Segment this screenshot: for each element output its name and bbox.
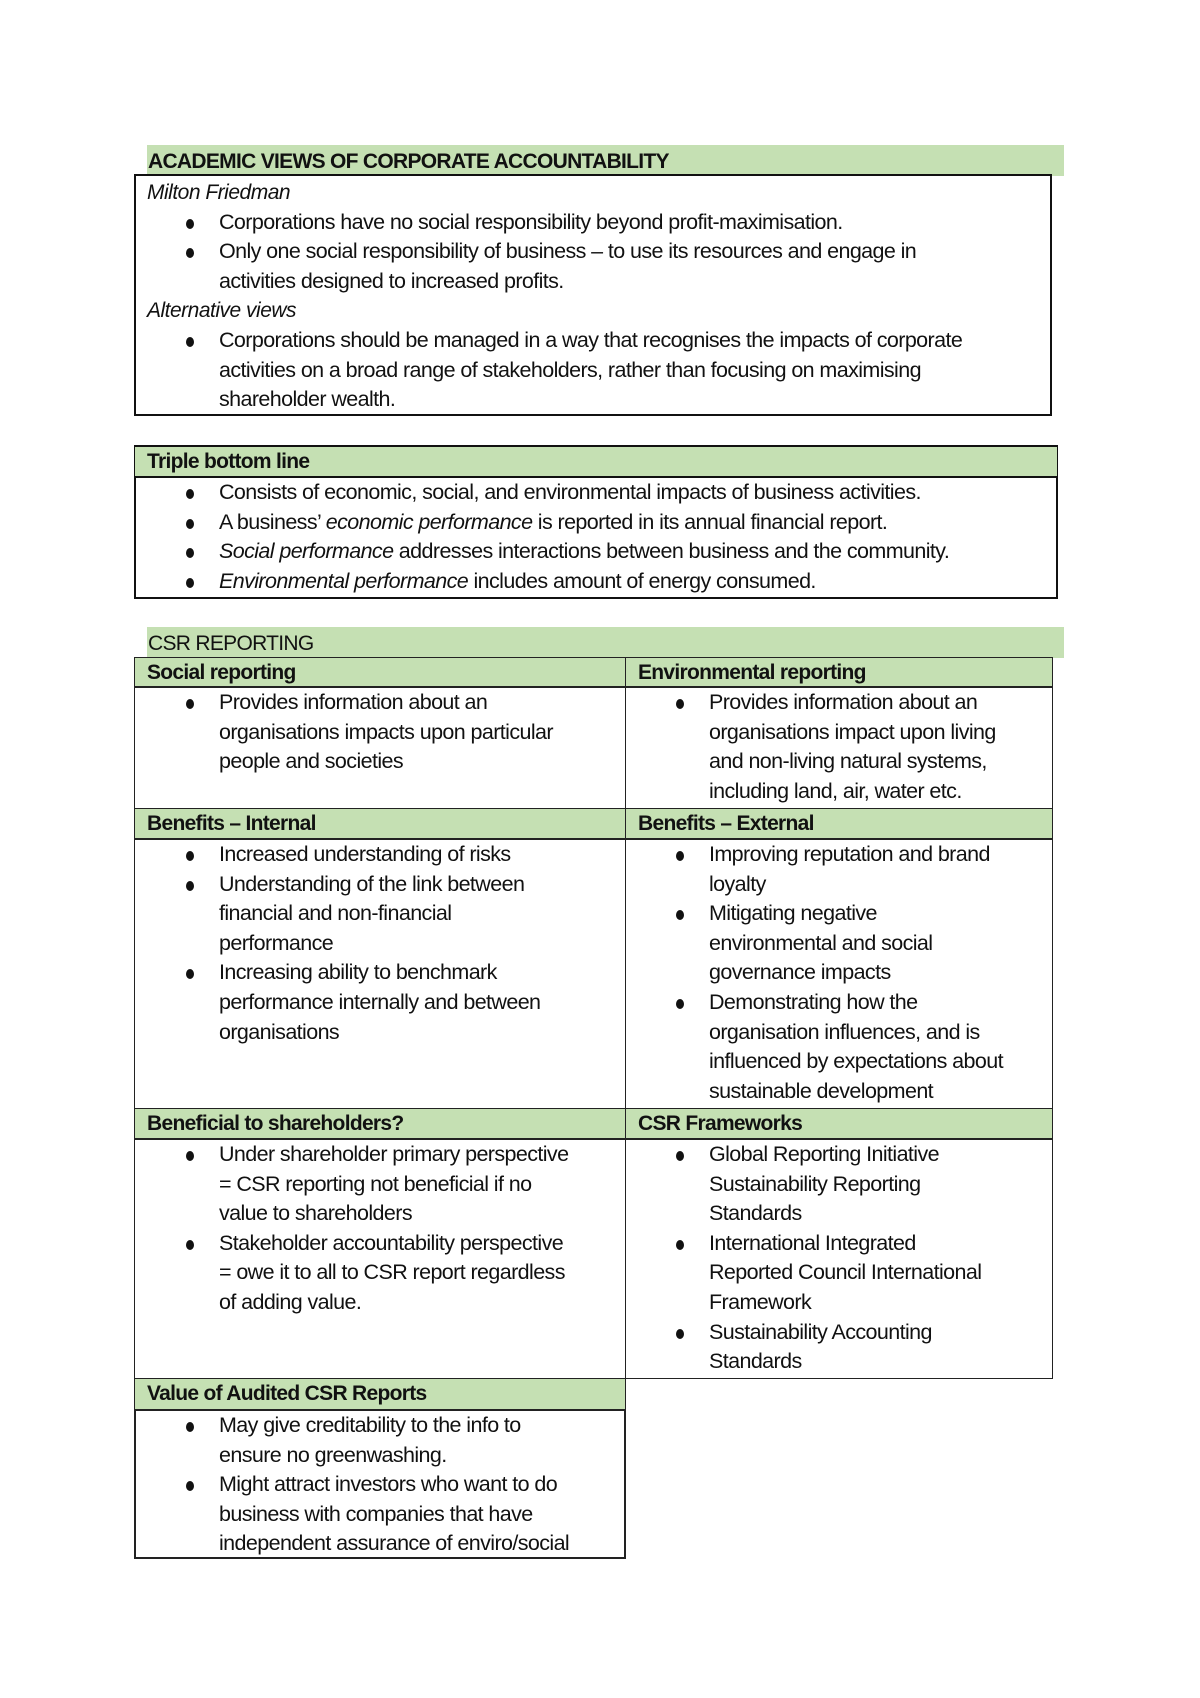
text-segment: = CSR reporting not beneficial if no — [219, 1171, 532, 1196]
bullet-icon — [676, 699, 684, 709]
item-line — [709, 747, 987, 777]
text-segment: financial and non-financial — [219, 901, 452, 926]
item-line — [219, 478, 921, 508]
section-title-triple: Triple bottom line — [135, 447, 1057, 478]
item-line — [219, 870, 524, 900]
item-line — [219, 1500, 533, 1530]
text-segment: Improving reputation and brand — [709, 842, 990, 866]
group-subtitle: Milton Friedman — [147, 181, 291, 204]
bullet-icon — [186, 1151, 194, 1161]
text-segment: Corporations should be managed in a way that recognises the impacts of corporate — [219, 328, 963, 352]
section-title-academic: ACADEMIC VIEWS OF CORPORATE ACCOUNTABILITY — [147, 145, 1064, 176]
text-segment: ensure no greenwashing. — [219, 1442, 447, 1467]
item-line — [709, 899, 877, 929]
text-segment: Understanding of the link between — [219, 871, 525, 896]
item-line — [709, 777, 962, 807]
item-line — [709, 688, 977, 718]
item-line — [709, 1018, 980, 1048]
item-line — [709, 1140, 939, 1170]
text-segment: A business’ — [219, 509, 326, 534]
text-segment: activities on a broad range of stakeholders, rather than focusing on maximising — [219, 357, 921, 382]
text-segment: Sustainability Reporting — [709, 1171, 921, 1196]
text-segment: organisations impact upon living — [709, 719, 996, 744]
item-line — [219, 567, 816, 597]
item-line — [219, 326, 962, 356]
item-line — [219, 899, 451, 929]
text-segment: includes amount of energy consumed. — [468, 568, 816, 593]
text-segment: sustainable development — [709, 1078, 934, 1103]
item-line — [219, 208, 843, 238]
item-line — [219, 718, 553, 748]
text-segment: Global Reporting Initiative — [709, 1142, 939, 1166]
item-line — [219, 747, 403, 777]
item-line — [709, 840, 990, 870]
bullet-icon — [676, 1151, 684, 1161]
text-segment: value to shareholders — [219, 1201, 412, 1226]
item-line — [219, 1229, 563, 1259]
text-segment: independent assurance of enviro/social — [219, 1531, 570, 1556]
bullet-icon — [186, 489, 194, 499]
item-line — [219, 508, 887, 538]
text-segment: Standards — [709, 1349, 802, 1374]
text-segment: business with companies that have — [219, 1501, 533, 1526]
item-line — [709, 1199, 802, 1229]
bullet-icon — [186, 699, 194, 709]
item-line — [219, 929, 333, 959]
item-line — [709, 718, 996, 748]
item-line — [219, 1529, 569, 1559]
item-line — [219, 1199, 412, 1229]
text-segment: International Integrated — [709, 1230, 916, 1255]
item-line — [219, 1018, 339, 1048]
item-line — [219, 1258, 565, 1288]
emphasis-text: Social performance — [219, 539, 394, 564]
text-segment: Reported Council International — [709, 1260, 982, 1285]
text-segment: addresses interactions between business and the community. — [393, 539, 950, 564]
item-line — [219, 1470, 557, 1500]
item-line — [709, 870, 766, 900]
bullet-icon — [186, 851, 194, 861]
item-line — [219, 267, 564, 297]
cell-header: Benefits – Internal — [135, 809, 625, 840]
item-line — [219, 1288, 361, 1318]
item-line — [219, 1140, 568, 1170]
bullet-icon — [676, 851, 684, 861]
text-segment: organisations — [219, 1019, 340, 1044]
bullet-icon — [186, 578, 194, 588]
emphasis-text: economic performance — [325, 509, 533, 534]
bullet-icon — [186, 1422, 194, 1432]
text-segment: including land, air, water etc. — [709, 778, 962, 803]
item-line — [219, 988, 540, 1018]
group-subtitle: Alternative views — [147, 299, 297, 323]
text-segment: Consists of economic, social, and environmental impacts of business activities. — [219, 480, 921, 504]
item-line — [219, 237, 916, 267]
text-segment: organisation influences, and is — [709, 1019, 980, 1044]
item-line — [709, 1047, 1003, 1077]
item-line — [219, 1411, 521, 1441]
text-segment: shareholder wealth. — [219, 387, 396, 412]
item-line — [219, 1441, 447, 1471]
item-line — [219, 385, 395, 415]
text-segment: and non-living natural systems, — [709, 749, 987, 774]
text-segment: = owe it to all to CSR report regardless — [219, 1260, 565, 1285]
item-line — [219, 356, 921, 386]
cell-header: Benefits – External — [626, 809, 1052, 840]
item-line — [219, 688, 487, 718]
text-segment: Stakeholder accountability perspective — [219, 1230, 564, 1255]
text-segment: influenced by expectations about — [709, 1049, 1003, 1074]
cell-header: CSR Frameworks — [626, 1109, 1052, 1140]
bullet-icon — [186, 881, 194, 891]
cell-header: Beneficial to shareholders? — [135, 1109, 625, 1140]
item-line — [709, 1347, 802, 1377]
text-segment: is reported in its annual financial report. — [532, 509, 888, 534]
item-line — [219, 840, 511, 870]
bullet-icon — [676, 1329, 684, 1339]
item-line — [709, 1077, 933, 1107]
item-line — [709, 929, 932, 959]
cell-header: Environmental reporting — [626, 658, 1052, 688]
cell-header: Value of Audited CSR Reports — [135, 1379, 625, 1411]
bullet-icon — [186, 337, 194, 347]
text-segment: environmental and social — [709, 930, 933, 955]
item-line — [709, 1258, 981, 1288]
text-segment: Provides information about an — [709, 690, 978, 714]
text-segment: Increasing ability to benchmark — [219, 960, 497, 985]
text-segment: of adding value. — [219, 1290, 362, 1314]
section-title-csr: CSR REPORTING — [147, 627, 1064, 658]
text-segment: loyalty — [709, 871, 766, 896]
text-segment: Only one social responsibility of business – to use its resources and engage in — [219, 239, 917, 264]
item-line — [219, 1170, 531, 1200]
text-segment: May give creditability to the info to — [219, 1413, 521, 1437]
text-segment: people and societies — [219, 749, 404, 774]
text-segment: organisations impacts upon particular — [219, 719, 553, 744]
bullet-icon — [676, 1240, 684, 1250]
cell-header: Social reporting — [135, 658, 625, 688]
text-segment: Framework — [709, 1290, 812, 1314]
item-line — [709, 958, 891, 988]
item-line — [709, 1288, 811, 1318]
text-segment: Standards — [709, 1201, 802, 1226]
bullet-icon — [186, 1240, 194, 1250]
item-line — [219, 958, 497, 988]
text-segment: Sustainability Accounting — [709, 1319, 932, 1344]
item-line — [709, 1170, 920, 1200]
text-segment: Demonstrating how the — [709, 990, 918, 1014]
text-segment: Mitigating negative — [709, 901, 877, 926]
bullet-icon — [186, 519, 194, 529]
text-segment: Increased understanding of risks — [219, 842, 511, 866]
text-segment: Under shareholder primary perspective — [219, 1142, 569, 1166]
item-line — [709, 988, 918, 1018]
text-segment: performance — [219, 930, 334, 955]
text-segment: governance impacts — [709, 960, 891, 985]
text-segment: activities designed to increased profits. — [219, 268, 564, 293]
bullet-icon — [186, 219, 194, 229]
emphasis-text: Environmental performance — [219, 568, 469, 593]
text-segment: Provides information about an — [219, 690, 488, 714]
bullet-icon — [676, 999, 684, 1009]
item-line — [709, 1318, 932, 1348]
item-line — [219, 537, 949, 567]
item-line — [709, 1229, 916, 1259]
text-segment: Might attract investors who want to do — [219, 1472, 558, 1497]
text-segment: Corporations have no social responsibility beyond profit-maximisation. — [219, 209, 843, 234]
text-segment: performance internally and between — [219, 990, 541, 1014]
